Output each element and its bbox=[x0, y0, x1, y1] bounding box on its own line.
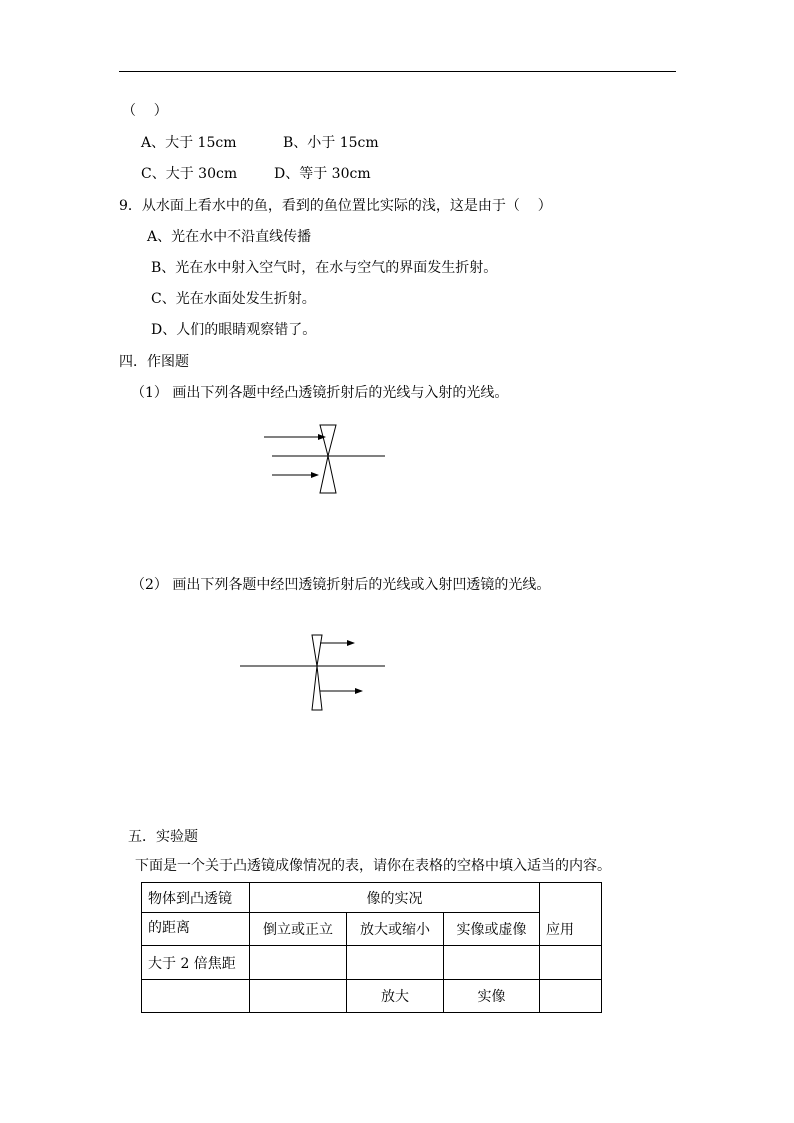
q8-option-b: B、小于 15cm bbox=[283, 135, 379, 151]
cell-size: 放大 bbox=[347, 980, 444, 1013]
cell-size bbox=[347, 946, 444, 980]
q8-option-c: C、大于 30cm bbox=[141, 166, 238, 182]
header-real-virtual: 实像或虚像 bbox=[444, 913, 540, 946]
imaging-table bbox=[141, 882, 602, 1013]
q8-option-d: D、等于 30cm bbox=[274, 166, 371, 182]
cell-real-virtual bbox=[444, 946, 540, 980]
header-orientation: 倒立或正立 bbox=[250, 913, 347, 946]
table-row bbox=[142, 946, 602, 980]
q9-option-c: C、光在水面处发生折射。 bbox=[151, 291, 316, 307]
header-size: 放大或缩小 bbox=[347, 913, 444, 946]
cell-application bbox=[540, 980, 602, 1013]
section5-title: 五．实验题 bbox=[128, 829, 198, 845]
section4-item1: （1） 画出下列各题中经凸透镜折射后的光线与入射的光线。 bbox=[131, 385, 509, 401]
convex-lens-diagram bbox=[264, 425, 385, 493]
cell-orientation bbox=[250, 980, 347, 1013]
q9-option-b: B、光在水中射入空气时，在水与空气的界面发生折射。 bbox=[151, 260, 498, 276]
cell-application bbox=[540, 946, 602, 980]
cell-distance: 大于 2 倍焦距 bbox=[142, 946, 250, 980]
concave-lens-diagram bbox=[240, 635, 385, 710]
header-image-nature: 像的实况 bbox=[250, 883, 540, 913]
header-object-distance-line1: 物体到凸透镜 bbox=[142, 883, 250, 913]
lens-upper-half bbox=[320, 425, 336, 456]
header-application: 应用 bbox=[540, 883, 602, 946]
q9-option-d: D、人们的眼睛观察错了。 bbox=[151, 322, 317, 338]
table-row bbox=[142, 980, 602, 1013]
cell-orientation bbox=[250, 946, 347, 980]
section4-item2: （2） 画出下列各题中经凹透镜折射后的光线或入射凹透镜的光线。 bbox=[131, 577, 551, 593]
lens-lower-half bbox=[320, 456, 336, 493]
q8-option-a: A、大于 15cm bbox=[141, 135, 237, 151]
q9-option-a: A、光在水中不沿直线传播 bbox=[147, 229, 312, 245]
header-object-distance-line2: 的距离 bbox=[142, 913, 250, 946]
q9-stem: 9．从水面上看水中的鱼，看到的鱼位置比实际的浅，这是由于（ ） bbox=[119, 198, 552, 214]
cell-real-virtual: 实像 bbox=[444, 980, 540, 1013]
section4-title: 四．作图题 bbox=[119, 354, 189, 370]
q8-answer-paren: （ ） bbox=[122, 103, 168, 119]
cell-distance bbox=[142, 980, 250, 1013]
lens-lower-half bbox=[312, 666, 322, 710]
section5-intro: 下面是一个关于凸透镜成像情况的表，请你在表格的空格中填入适当的内容。 bbox=[135, 858, 611, 874]
lens-upper-half bbox=[312, 635, 322, 666]
